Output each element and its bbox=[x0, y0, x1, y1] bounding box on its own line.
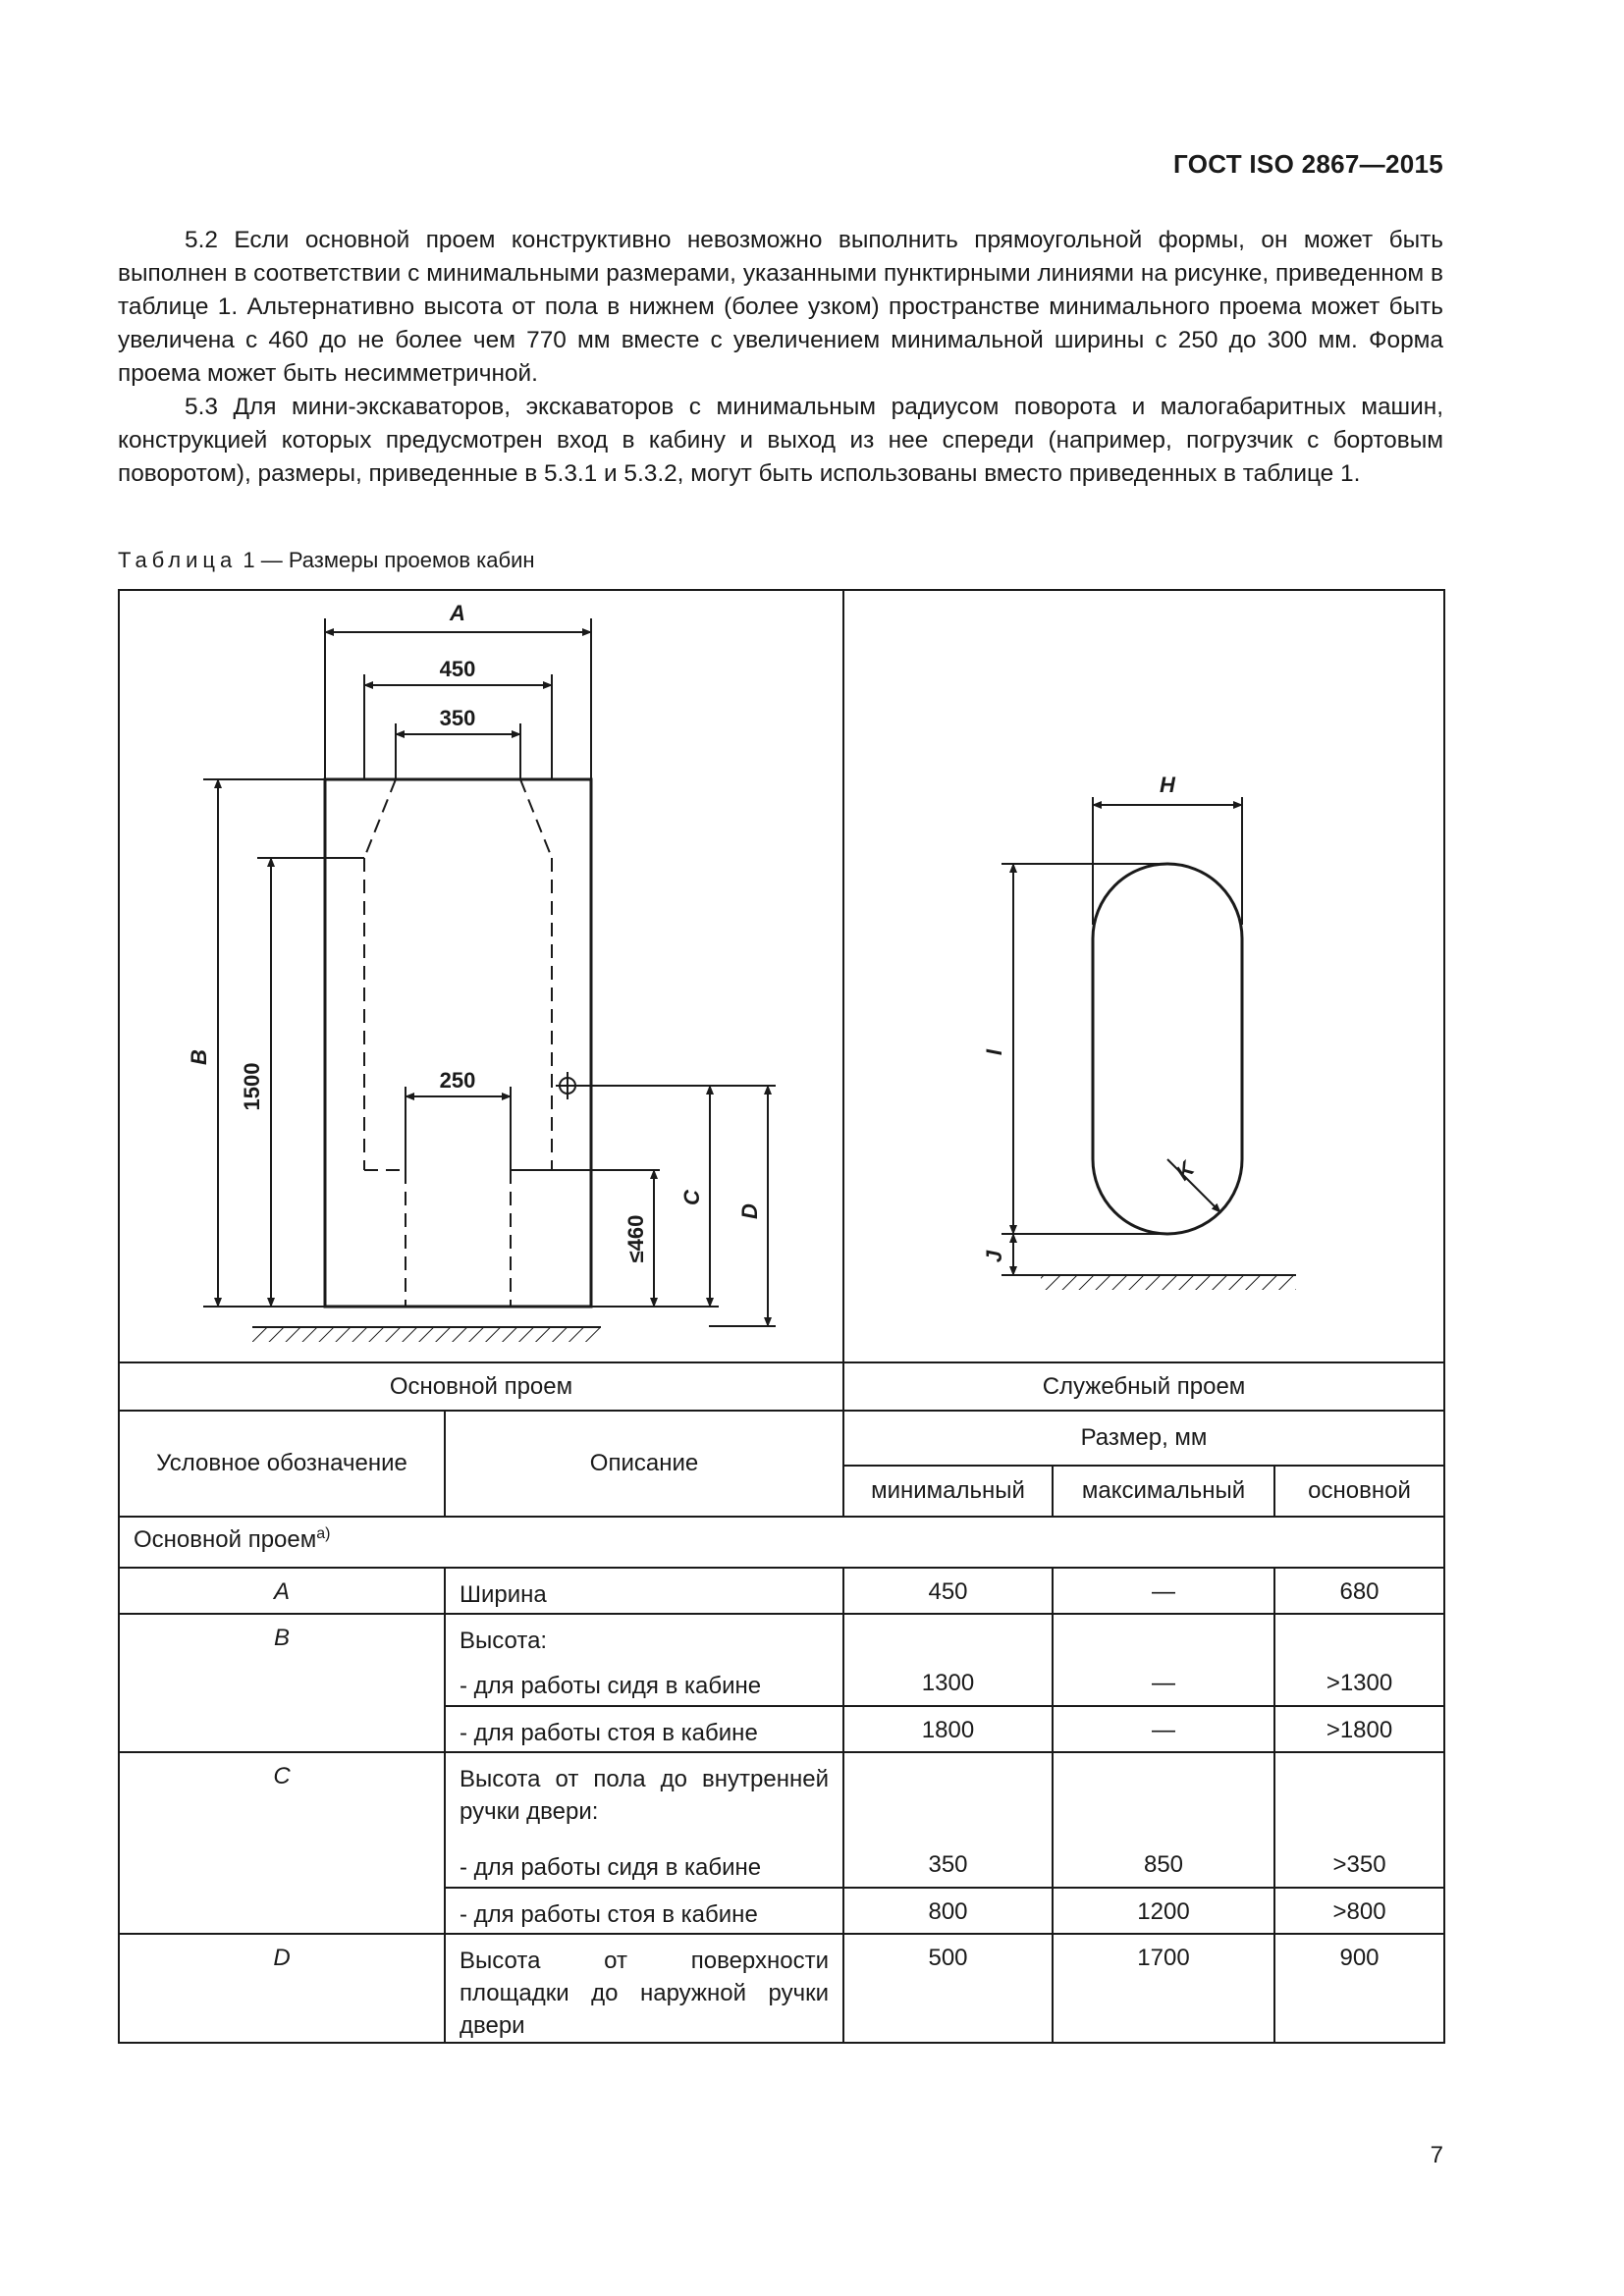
main-opening-figure bbox=[120, 591, 844, 1362]
service-opening-figure-cell bbox=[843, 590, 1444, 1362]
symbol-B: B bbox=[119, 1614, 445, 1752]
base-A: 680 bbox=[1274, 1568, 1444, 1614]
min-D: 500 bbox=[843, 1934, 1053, 2043]
base-C-sit: >350 bbox=[1274, 1842, 1444, 1888]
symbol-C: C bbox=[119, 1752, 445, 1934]
standard-header: ГОСТ ISO 2867—2015 bbox=[1173, 149, 1443, 179]
table-row bbox=[119, 1614, 1444, 1660]
paragraph-5-3: 5.3 Для мини-экскаваторов, экскаваторов с минимальным радиусом поворота и малогабаритных машин, конструкцией которых предусмотрен вход в кабину и выход из нее спереди (например, погрузчик с бортовым поворотом), размеры, приведенные в 5.3.1 и 5.3.2, могут быть использованы вместо приведенных в таблице 1. bbox=[118, 394, 1443, 487]
main-opening-figure-cell bbox=[119, 590, 843, 1362]
desc-B-sit: - для работы сидя в кабине bbox=[445, 1660, 843, 1706]
label-D: D bbox=[737, 1203, 762, 1219]
col-header-size: Размер, мм bbox=[843, 1411, 1444, 1466]
symbol-A: A bbox=[119, 1568, 445, 1614]
col-header-description: Описание bbox=[445, 1411, 843, 1517]
min-C-sit: 350 bbox=[843, 1842, 1053, 1888]
max-C-sit: 850 bbox=[1053, 1842, 1274, 1888]
desc-C-sit: - для работы сидя в кабине bbox=[445, 1842, 843, 1888]
caption-main-opening: Основной проем bbox=[119, 1362, 843, 1411]
col-header-max: максимальный bbox=[1053, 1466, 1274, 1517]
label-B: B bbox=[187, 1049, 211, 1065]
label-H: H bbox=[1160, 773, 1175, 797]
max-A: — bbox=[1053, 1568, 1274, 1614]
label-K: K bbox=[1170, 1156, 1200, 1186]
table-caption bbox=[118, 548, 535, 573]
table-row bbox=[119, 1752, 1444, 1842]
min-B-sit: 1300 bbox=[843, 1660, 1053, 1706]
max-D: 1700 bbox=[1053, 1934, 1274, 2043]
ground-hatch-service bbox=[1041, 1276, 1296, 1290]
paragraph-5-2: 5.2 Если основной проем конструктивно невозможно выполнить прямоугольной формы, он может быть выполнен в соответствии с минимальными размерами, указанными пунктирными линиями на рисунке, приведенном в таблице 1. Альтернативно высота от пола в нижнем (более узком) пространстве минимального проема может быть увеличена с 460 до не более чем 770 мм вместе с увеличением минимальной ширины с 250 до 300 мм. Форма проема может быть несимметричной. bbox=[118, 227, 1443, 387]
label-460: ≤460 bbox=[623, 1214, 648, 1263]
base-B-sit: >1300 bbox=[1274, 1660, 1444, 1706]
min-C-stand: 800 bbox=[843, 1888, 1053, 1934]
desc-D: Высота от поверхности площадки до наружной ручки двери bbox=[445, 1934, 843, 2043]
section-title: Основной проем bbox=[134, 1526, 317, 1553]
cab-openings-table bbox=[118, 589, 1445, 2044]
caption-service-opening: Служебный проем bbox=[843, 1362, 1444, 1411]
desc-B: Высота: bbox=[445, 1614, 843, 1660]
label-I: I bbox=[982, 1048, 1006, 1056]
label-350: 350 bbox=[439, 706, 476, 730]
col-header-symbol: Условное обозначение bbox=[119, 1411, 445, 1517]
label-A: A bbox=[450, 601, 465, 625]
table-caption-label: Таблица bbox=[118, 548, 238, 572]
label-450: 450 bbox=[439, 657, 476, 681]
service-opening-figure bbox=[844, 591, 1445, 1362]
desc-C: Высота от пола до внутренней ручки двери: bbox=[445, 1752, 843, 1842]
label-C: C bbox=[679, 1190, 704, 1205]
min-B-stand: 1800 bbox=[843, 1706, 1053, 1752]
symbol-D: D bbox=[119, 1934, 445, 2043]
max-C-stand: 1200 bbox=[1053, 1888, 1274, 1934]
base-D: 900 bbox=[1274, 1934, 1444, 2043]
section-main-opening bbox=[119, 1517, 1444, 1568]
col-header-min: минимальный bbox=[843, 1466, 1053, 1517]
max-B-stand: — bbox=[1053, 1706, 1274, 1752]
page-number: 7 bbox=[1430, 2142, 1443, 2168]
table-row bbox=[119, 1568, 1444, 1614]
desc-B-stand: - для работы стоя в кабине bbox=[445, 1706, 843, 1752]
label-1500: 1500 bbox=[240, 1062, 264, 1111]
ground-hatch bbox=[252, 1328, 601, 1342]
service-opening-outline bbox=[1093, 864, 1242, 1234]
base-B-stand: >1800 bbox=[1274, 1706, 1444, 1752]
base-C-stand: >800 bbox=[1274, 1888, 1444, 1934]
min-A: 450 bbox=[843, 1568, 1053, 1614]
section-footnote-mark: а) bbox=[316, 1525, 331, 1542]
desc-A: Ширина bbox=[445, 1568, 843, 1614]
max-B-sit: — bbox=[1053, 1660, 1274, 1706]
label-250: 250 bbox=[439, 1068, 476, 1093]
table-caption-title: 1 — Размеры проемов кабин bbox=[243, 548, 535, 572]
col-header-base: основной bbox=[1274, 1466, 1444, 1517]
desc-C-stand: - для работы стоя в кабине bbox=[445, 1888, 843, 1934]
table-row bbox=[119, 1934, 1444, 2043]
label-J: J bbox=[982, 1250, 1006, 1263]
